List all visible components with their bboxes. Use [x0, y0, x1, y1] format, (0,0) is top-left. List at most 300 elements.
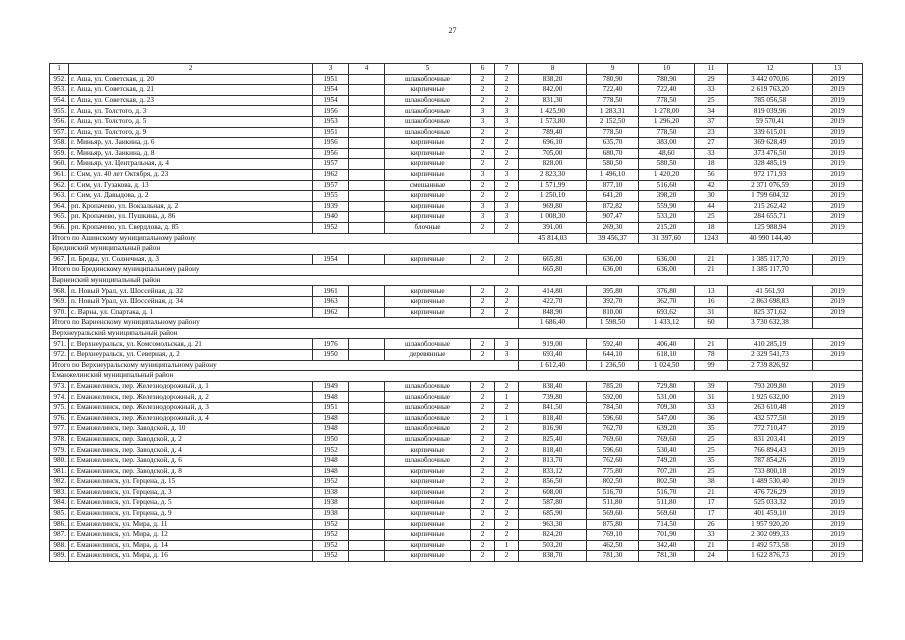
table-cell: 707,20 [639, 466, 695, 477]
table-cell: 966. [50, 222, 69, 233]
table-cell: 516,70 [639, 487, 695, 498]
table-cell: 978. [50, 434, 69, 445]
table-cell [349, 148, 385, 159]
table-cell: 769,60 [639, 434, 695, 445]
table-cell [349, 445, 385, 456]
table-cell: 1 957 920,20 [728, 519, 813, 530]
table-cell: 1962 [313, 307, 349, 318]
table-cell: кирпичные [385, 201, 471, 212]
table-cell: 802,50 [639, 477, 695, 488]
table-cell: г. Верхнеуральск, ул. Северная, д. 2 [69, 350, 313, 361]
table-cell: 23 [695, 127, 728, 138]
table-cell: 636,00 [587, 254, 639, 265]
table-cell [349, 212, 385, 223]
table-cell: 2019 [813, 339, 863, 350]
table-cell: 3 [495, 350, 519, 361]
table-cell: кирпичные [385, 540, 471, 551]
table-cell: 1956 [313, 138, 349, 149]
table-cell [349, 222, 385, 233]
table-cell: 977. [50, 424, 69, 435]
table-cell [349, 286, 385, 297]
table-cell: 3 [495, 106, 519, 117]
district-section-row [50, 371, 863, 382]
table-cell: 729,80 [639, 381, 695, 392]
table-cell: 2 [495, 530, 519, 541]
table-cell: 60 [695, 318, 728, 329]
table-row [50, 519, 863, 530]
table-cell: 2019 [813, 180, 863, 191]
table-cell: 2 [471, 286, 495, 297]
table-cell: Варненский муниципальный район [50, 275, 863, 286]
table-cell: 2019 [813, 434, 863, 445]
table-cell: 2 [471, 540, 495, 551]
table-cell: г. Аша, ул. Советская, д. 21 [69, 85, 313, 96]
table-cell: 3 [495, 169, 519, 180]
table-cell: 875,80 [587, 519, 639, 530]
table-cell: 8 [519, 64, 587, 75]
table-cell: 1938 [313, 487, 349, 498]
table-cell: Итого по Варненскому муниципальному району [50, 318, 519, 329]
table-cell: шлакоблочные [385, 339, 471, 350]
table-cell: 3 [495, 116, 519, 127]
table-cell: 59 570,41 [728, 116, 813, 127]
table-cell: 2019 [813, 212, 863, 223]
table-cell: 785 056,58 [728, 95, 813, 106]
table-cell: 3 [471, 106, 495, 117]
district-total-row [50, 265, 863, 276]
table-cell: 785,20 [587, 381, 639, 392]
table-cell: 2019 [813, 254, 863, 265]
table-cell: 2 [471, 413, 495, 424]
table-cell: 2 [471, 180, 495, 191]
table-cell [349, 477, 385, 488]
table-cell: 376,80 [639, 286, 695, 297]
table-cell: 2019 [813, 286, 863, 297]
table-cell: 1957 [313, 180, 349, 191]
table-cell: 2 152,50 [587, 116, 639, 127]
table-cell: 2 863 698,83 [728, 297, 813, 308]
table-cell: 17 [695, 498, 728, 509]
table-cell: 1963 [313, 297, 349, 308]
table-cell: 2 [495, 445, 519, 456]
table-cell: 362,70 [639, 297, 695, 308]
table-row [50, 434, 863, 445]
table-cell [349, 307, 385, 318]
table-cell [349, 254, 385, 265]
table-cell: 16 [695, 297, 728, 308]
table-cell: 1 571,99 [519, 180, 587, 191]
table-cell: 12 [728, 64, 813, 75]
table-cell: 1 250,10 [519, 191, 587, 202]
table-cell: 618,10 [639, 350, 695, 361]
table-cell: 696,10 [519, 138, 587, 149]
table-cell: 531,00 [639, 392, 695, 403]
table-cell: 284 655,71 [728, 212, 813, 223]
table-cell: 967. [50, 254, 69, 265]
table-cell: кирпичные [385, 508, 471, 519]
table-cell: 987. [50, 530, 69, 541]
table-cell: 762,70 [587, 424, 639, 435]
table-cell: 964. [50, 201, 69, 212]
table-cell: 1962 [313, 169, 349, 180]
table-cell: 877,10 [587, 180, 639, 191]
table-row [50, 116, 863, 127]
table-cell: 831,30 [519, 95, 587, 106]
table-row [50, 297, 863, 308]
table-cell: шлакоблочные [385, 434, 471, 445]
table-cell: 2 [495, 138, 519, 149]
table-cell: 1 425,90 [519, 106, 587, 117]
table-row [50, 222, 863, 233]
table-cell: 2 371 076,59 [728, 180, 813, 191]
table-cell: кирпичные [385, 477, 471, 488]
table-cell: п. Новый Урал, ул. Шоссейная, д. 34 [69, 297, 313, 308]
table-cell: п. Бреды, ул. Солнечная, д. 3 [69, 254, 313, 265]
table-cell: 985. [50, 508, 69, 519]
table-cell: 2 [495, 477, 519, 488]
table-row [50, 106, 863, 117]
table-cell: 1243 [695, 233, 728, 244]
table-cell [349, 339, 385, 350]
table-cell: 1940 [313, 212, 349, 223]
table-cell: 3 [471, 201, 495, 212]
table-cell [349, 169, 385, 180]
table-cell: 636,00 [587, 265, 639, 276]
table-cell: 476 726,29 [728, 487, 813, 498]
table-cell: 559,90 [639, 201, 695, 212]
table-cell: 1950 [313, 434, 349, 445]
table-cell: 35 [695, 424, 728, 435]
table-cell [349, 466, 385, 477]
table-cell: 45 814,03 [519, 233, 587, 244]
table-cell [813, 360, 863, 371]
table-cell: 215,20 [639, 222, 695, 233]
table-cell: 968. [50, 286, 69, 297]
table-cell: 1952 [313, 445, 349, 456]
table-cell: 2019 [813, 95, 863, 106]
table-cell: 2 [471, 434, 495, 445]
table-cell: 975. [50, 403, 69, 414]
table-cell: 2 [471, 466, 495, 477]
table-cell: 693,62 [639, 307, 695, 318]
table-cell: 2 [495, 286, 519, 297]
table-cell: 33 [695, 530, 728, 541]
table-cell: 1 385 117,70 [728, 254, 813, 265]
table-cell: 1952 [313, 477, 349, 488]
table-cell: 2 [495, 148, 519, 159]
table-cell: 31 397,60 [639, 233, 695, 244]
table-cell: г. Еманжелинск, пер. Железнодорожный, д. 3 [69, 403, 313, 414]
table-cell: шлакоблочные [385, 95, 471, 106]
table-cell: 793 209,80 [728, 381, 813, 392]
table-cell: 533,20 [639, 212, 695, 223]
table-cell: 2019 [813, 403, 863, 414]
table-cell: 1948 [313, 424, 349, 435]
table-cell: 1952 [313, 530, 349, 541]
table-cell: 13 [813, 64, 863, 75]
table-cell [349, 180, 385, 191]
table-cell: 3 [313, 64, 349, 75]
table-cell: 21 [695, 254, 728, 265]
table-cell: 965. [50, 212, 69, 223]
table-cell: 42 [695, 180, 728, 191]
table-cell [349, 392, 385, 403]
table-cell: 1948 [313, 392, 349, 403]
table-cell: 665,80 [519, 254, 587, 265]
table-cell: 30 [695, 191, 728, 202]
table-cell: 414,80 [519, 286, 587, 297]
table-cell: 2 [471, 455, 495, 466]
table-cell: 21 [695, 339, 728, 350]
table-cell: 816,90 [519, 424, 587, 435]
table-cell: 841,50 [519, 403, 587, 414]
table-cell: 2 [495, 85, 519, 96]
table-cell: 1951 [313, 127, 349, 138]
table-cell: 2 [495, 455, 519, 466]
table-cell: 2 [495, 159, 519, 170]
table-cell: 2 [471, 381, 495, 392]
table-cell: 99 [695, 360, 728, 371]
table-cell [349, 519, 385, 530]
table-cell: г. Аша, ул. Советская, д. 23 [69, 95, 313, 106]
table-cell: 2 [471, 403, 495, 414]
table-cell: г. Еманжелинск, ул. Герцена, д. 15 [69, 477, 313, 488]
table-row [50, 392, 863, 403]
table-cell: 784,50 [587, 403, 639, 414]
table-cell: 733 800,18 [728, 466, 813, 477]
table-row [50, 540, 863, 551]
table-row [50, 487, 863, 498]
page-number: 27 [448, 26, 457, 35]
table-cell: 1 [495, 540, 519, 551]
table-cell: 872,82 [587, 201, 639, 212]
table-cell: 982. [50, 477, 69, 488]
table-cell: 339 615,01 [728, 127, 813, 138]
table-cell: 2019 [813, 116, 863, 127]
table-cell: 818,40 [519, 413, 587, 424]
table-cell: 2019 [813, 519, 863, 530]
table-cell: 406,40 [639, 339, 695, 350]
table-cell: 778,50 [587, 127, 639, 138]
table-cell: г. Сим, ул. Гузакова, д. 13 [69, 180, 313, 191]
table-row [50, 138, 863, 149]
table-cell: 972 171,93 [728, 169, 813, 180]
table-row [50, 477, 863, 488]
table-cell: 2 [471, 297, 495, 308]
table-cell [349, 127, 385, 138]
table-cell [349, 85, 385, 96]
table-cell [813, 265, 863, 276]
table-cell: 1955 [313, 191, 349, 202]
table-cell: 960. [50, 159, 69, 170]
table-cell: 2 [495, 508, 519, 519]
table-cell: г. Еманжелинск, ул. Мира, д. 14 [69, 540, 313, 551]
table-cell: 462,50 [587, 540, 639, 551]
table-cell: 37 [695, 116, 728, 127]
table-cell: 1954 [313, 95, 349, 106]
table-cell: 3 [471, 212, 495, 223]
table-cell: 2019 [813, 350, 863, 361]
table-cell [349, 508, 385, 519]
table-cell: деревянные [385, 350, 471, 361]
table-cell [349, 201, 385, 212]
table-cell: Итого по Ашинскому муниципальному району [50, 233, 519, 244]
table-cell: 401 459,10 [728, 508, 813, 519]
table-cell: 2 [495, 222, 519, 233]
table-cell: 2019 [813, 74, 863, 85]
table-cell [349, 455, 385, 466]
table-cell: 709,30 [639, 403, 695, 414]
table-cell: 952. [50, 74, 69, 85]
table-row [50, 445, 863, 456]
table-cell: 780,90 [587, 74, 639, 85]
table-cell: 2019 [813, 498, 863, 509]
table-cell: 33 [695, 85, 728, 96]
table-cell: 410 285,19 [728, 339, 813, 350]
table-cell: 1976 [313, 339, 349, 350]
table-cell: 39 456,37 [587, 233, 639, 244]
table-cell: г. Еманжелинск, ул. Мира, д. 16 [69, 551, 313, 562]
table-row [50, 381, 863, 392]
table-cell: 2 [471, 530, 495, 541]
table-cell: 9 [587, 64, 639, 75]
table-cell: 38 [695, 477, 728, 488]
table-cell: 2 [495, 519, 519, 530]
table-cell: 2019 [813, 487, 863, 498]
table-cell: 970. [50, 307, 69, 318]
table-row [50, 339, 863, 350]
table-cell: 636,00 [639, 265, 695, 276]
table-cell: 44 [695, 201, 728, 212]
table-cell: г. Еманжелинск, пер. Железнодорожный, д. 2 [69, 392, 313, 403]
table-cell: рп. Кропачево, ул. Пушкина, д. 86 [69, 212, 313, 223]
table-cell: 3 730 632,38 [728, 318, 813, 329]
table-cell: 635,70 [587, 138, 639, 149]
table-cell: 665,80 [519, 265, 587, 276]
table-cell: Итого по Брединскому муниципальному району [50, 265, 519, 276]
table-row [50, 286, 863, 297]
table-cell: кирпичные [385, 445, 471, 456]
table-cell: г. Аша, ул. Толстого, д. 5 [69, 116, 313, 127]
table-cell: 5 [385, 64, 471, 75]
table-cell: блочные [385, 222, 471, 233]
table-cell: кирпичные [385, 148, 471, 159]
table-cell: 838,70 [519, 551, 587, 562]
table-cell: г. Еманжелинск, пер. Заводской, д. 4 [69, 445, 313, 456]
table-cell: 824,20 [519, 530, 587, 541]
table-cell: 959. [50, 148, 69, 159]
table-cell: 596,60 [587, 413, 639, 424]
table-cell: 24 [695, 551, 728, 562]
table-cell: 1948 [313, 413, 349, 424]
table-cell: 2 [471, 477, 495, 488]
table-row [50, 127, 863, 138]
table-cell: 10 [639, 64, 695, 75]
table-cell [349, 191, 385, 202]
table-cell: 215 262,42 [728, 201, 813, 212]
table-cell: кирпичные [385, 551, 471, 562]
table-cell: кирпичные [385, 530, 471, 541]
table-cell: 778,50 [639, 127, 695, 138]
table-cell: 2 [495, 297, 519, 308]
table-cell: г. Еманжелинск, ул. Герцена, д. 9 [69, 508, 313, 519]
table-cell: 2 [495, 487, 519, 498]
table-cell: 2019 [813, 169, 863, 180]
table-cell: г. Миньяр, ул. Центральная, д. 4 [69, 159, 313, 170]
table-cell: 2019 [813, 530, 863, 541]
table-cell: 2 [471, 254, 495, 265]
table-cell: 2 [471, 148, 495, 159]
table-cell: 21 [695, 487, 728, 498]
table-cell: 2 [471, 85, 495, 96]
table-row [50, 424, 863, 435]
table-cell: 2 [495, 403, 519, 414]
table-cell: 21 [695, 540, 728, 551]
table-cell: кирпичные [385, 307, 471, 318]
table-cell [349, 403, 385, 414]
table-cell: 848,90 [519, 307, 587, 318]
table-cell: 1 612,40 [519, 360, 587, 371]
table-cell: 722,40 [587, 85, 639, 96]
table-cell: 787 854,26 [728, 455, 813, 466]
table-cell: 503,20 [519, 540, 587, 551]
table-cell: г. Еманжелинск, ул. Герцена, д. 3 [69, 487, 313, 498]
table-cell: 1 622 876,73 [728, 551, 813, 562]
table-cell: 2019 [813, 466, 863, 477]
table-cell [349, 297, 385, 308]
table-cell: 1956 [313, 148, 349, 159]
table-cell [349, 138, 385, 149]
table-cell: 1 [495, 413, 519, 424]
table-cell: шлакоблочные [385, 116, 471, 127]
table-cell: смешанные [385, 180, 471, 191]
table-cell: 34 [695, 106, 728, 117]
table-cell: 369 628,49 [728, 138, 813, 149]
table-cell: 1 278,00 [639, 106, 695, 117]
table-cell: кирпичные [385, 297, 471, 308]
table-cell: 1 686,40 [519, 318, 587, 329]
table-cell: 608,00 [519, 487, 587, 498]
table-row [50, 530, 863, 541]
table-cell: Бредииский муниципальный район [50, 244, 863, 255]
table-cell: г. Еманжелинск, пер. Заводской, д. 8 [69, 466, 313, 477]
table-cell: 838,20 [519, 74, 587, 85]
table-cell: рп. Кропачево, ул. Свердлова, д. 85 [69, 222, 313, 233]
table-cell: 1 296,20 [639, 116, 695, 127]
table-cell: 1 008,30 [519, 212, 587, 223]
table-cell: 530,40 [639, 445, 695, 456]
table-cell [349, 487, 385, 498]
table-cell: 813,70 [519, 455, 587, 466]
table-cell: 2 [471, 307, 495, 318]
table-cell: шлакоблочные [385, 381, 471, 392]
table-cell: 2 [495, 466, 519, 477]
table-cell: 2 [471, 127, 495, 138]
table-cell: 825,40 [519, 434, 587, 445]
table-cell: 762,60 [587, 455, 639, 466]
district-section-row [50, 275, 863, 286]
table-cell: 1 925 632,00 [728, 392, 813, 403]
table-cell: 7 [495, 64, 519, 75]
table-cell: 2019 [813, 540, 863, 551]
table-cell: 1938 [313, 508, 349, 519]
table-row [50, 148, 863, 159]
table-cell: 11 [695, 64, 728, 75]
table-cell: 39 [695, 381, 728, 392]
table-cell [349, 530, 385, 541]
table-cell [349, 498, 385, 509]
table-cell: 778,50 [639, 95, 695, 106]
